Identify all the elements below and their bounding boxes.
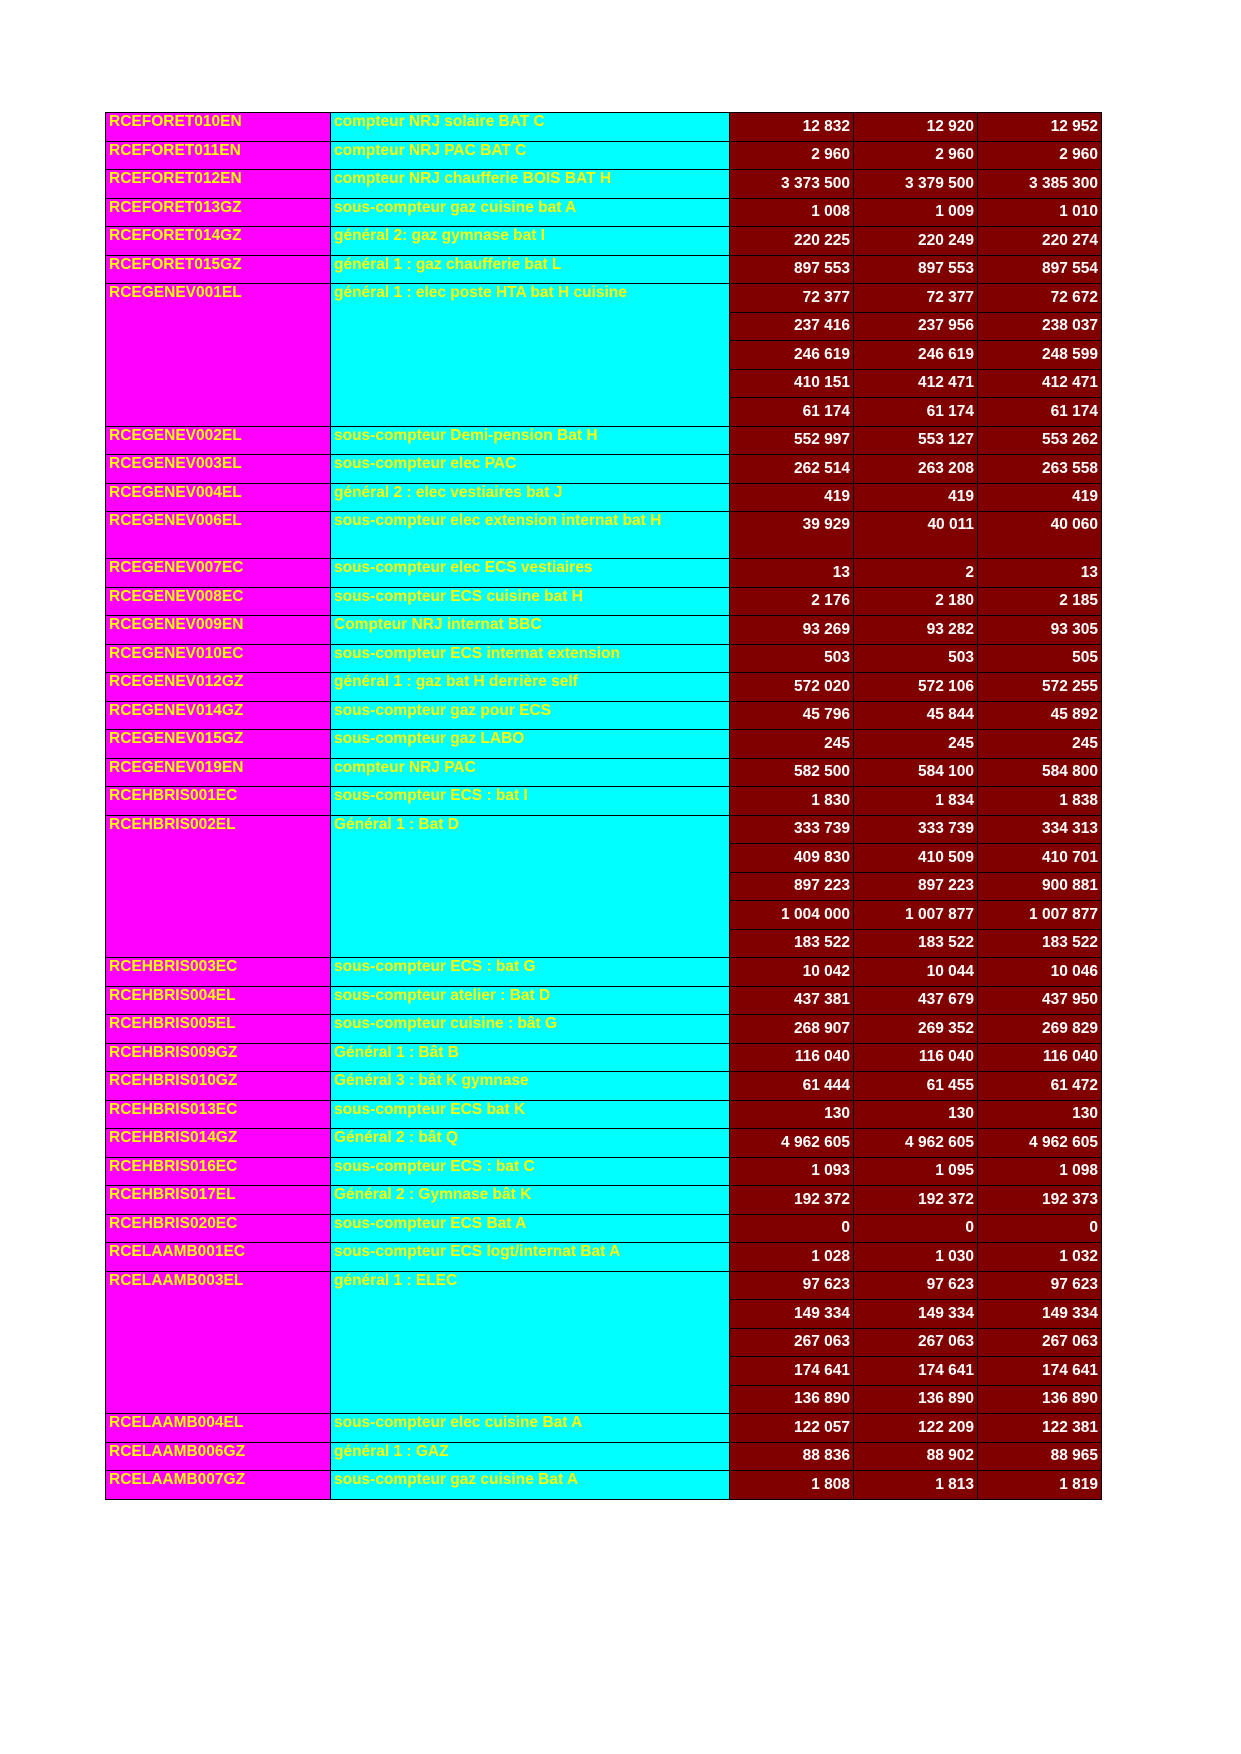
reading-value: 122 057 — [730, 1414, 854, 1443]
meter-description: sous-compteur gaz pour ECS — [331, 701, 730, 730]
reading-value: 269 352 — [854, 1015, 978, 1044]
reading-value: 149 334 — [730, 1300, 854, 1329]
reading-value: 136 890 — [978, 1385, 1102, 1414]
reading-value: 2 176 — [730, 587, 854, 616]
meter-code: RCEFORET013GZ — [106, 198, 331, 227]
table-row — [106, 1442, 1102, 1471]
reading-value: 1 028 — [730, 1243, 854, 1272]
reading-value: 39 929 — [730, 512, 854, 559]
reading-value: 333 739 — [854, 815, 978, 844]
reading-value: 582 500 — [730, 758, 854, 787]
reading-value: 220 225 — [730, 227, 854, 256]
reading-value: 4 962 605 — [978, 1129, 1102, 1158]
meter-code: RCEGENEV015GZ — [106, 730, 331, 759]
reading-value: 419 — [854, 483, 978, 512]
reading-value: 1 095 — [854, 1157, 978, 1186]
reading-value: 419 — [978, 483, 1102, 512]
table-row — [106, 587, 1102, 616]
table-row — [106, 1214, 1102, 1243]
reading-value: 412 471 — [854, 369, 978, 398]
reading-value: 1 010 — [978, 198, 1102, 227]
reading-value: 267 063 — [978, 1328, 1102, 1357]
reading-value: 88 902 — [854, 1442, 978, 1471]
reading-value: 1 093 — [730, 1157, 854, 1186]
table-row — [106, 986, 1102, 1015]
reading-value: 174 641 — [854, 1357, 978, 1386]
reading-value: 61 472 — [978, 1072, 1102, 1101]
reading-value: 61 455 — [854, 1072, 978, 1101]
reading-value: 552 997 — [730, 426, 854, 455]
reading-value: 246 619 — [730, 341, 854, 370]
meter-code: RCEFORET010EN — [106, 113, 331, 142]
reading-value: 10 044 — [854, 958, 978, 987]
reading-value: 412 471 — [978, 369, 1102, 398]
reading-value: 1 830 — [730, 787, 854, 816]
reading-value: 130 — [978, 1100, 1102, 1129]
meter-code: RCELAAMB007GZ — [106, 1471, 331, 1500]
meter-code: RCELAAMB001EC — [106, 1243, 331, 1272]
reading-value: 3 373 500 — [730, 170, 854, 199]
reading-value: 1 007 877 — [854, 901, 978, 930]
reading-value: 72 377 — [854, 284, 978, 313]
meter-description: général 1 : GAZ — [331, 1442, 730, 1471]
reading-value: 1 819 — [978, 1471, 1102, 1500]
reading-value: 136 890 — [854, 1385, 978, 1414]
meter-code: RCEHBRIS016EC — [106, 1157, 331, 1186]
reading-value: 12 920 — [854, 113, 978, 142]
table-row — [106, 1243, 1102, 1272]
reading-value: 245 — [978, 730, 1102, 759]
meter-code: RCEHBRIS001EC — [106, 787, 331, 816]
reading-value: 116 040 — [854, 1043, 978, 1072]
reading-value: 45 844 — [854, 701, 978, 730]
reading-value: 88 965 — [978, 1442, 1102, 1471]
table-row — [106, 815, 1102, 844]
meter-description: sous-compteur elec extension internat bat H — [331, 512, 730, 559]
meter-description: sous-compteur elec PAC — [331, 455, 730, 484]
table-row — [106, 958, 1102, 987]
reading-value: 897 223 — [730, 872, 854, 901]
reading-value: 10 046 — [978, 958, 1102, 987]
reading-value: 3 379 500 — [854, 170, 978, 199]
table-row — [106, 1129, 1102, 1158]
reading-value: 333 739 — [730, 815, 854, 844]
reading-value: 245 — [730, 730, 854, 759]
reading-value: 3 385 300 — [978, 170, 1102, 199]
meter-description: sous-compteur cuisine : bât G — [331, 1015, 730, 1044]
meter-description: général 1 : elec poste HTA bat H cuisine — [331, 284, 730, 427]
reading-value: 13 — [978, 559, 1102, 588]
reading-value: 192 372 — [730, 1186, 854, 1215]
reading-value: 1 813 — [854, 1471, 978, 1500]
table-row — [106, 198, 1102, 227]
reading-value: 130 — [854, 1100, 978, 1129]
meter-code: RCEHBRIS004EL — [106, 986, 331, 1015]
reading-value: 61 174 — [978, 398, 1102, 427]
reading-value: 437 679 — [854, 986, 978, 1015]
meter-code: RCEHBRIS009GZ — [106, 1043, 331, 1072]
reading-value: 130 — [730, 1100, 854, 1129]
table-row — [106, 113, 1102, 142]
meter-description: sous-compteur atelier : Bat D — [331, 986, 730, 1015]
table-row — [106, 227, 1102, 256]
meter-description: compteur NRJ chaufferie BOIS BAT H — [331, 170, 730, 199]
table-row — [106, 758, 1102, 787]
reading-value: 1 098 — [978, 1157, 1102, 1186]
reading-value: 45 796 — [730, 701, 854, 730]
table-row — [106, 426, 1102, 455]
table-row — [106, 483, 1102, 512]
reading-value: 419 — [730, 483, 854, 512]
meter-code: RCEFORET012EN — [106, 170, 331, 199]
meter-code: RCELAAMB006GZ — [106, 1442, 331, 1471]
meter-description: sous-compteur ECS cuisine bat H — [331, 587, 730, 616]
reading-value: 897 223 — [854, 872, 978, 901]
meter-description: compteur NRJ PAC — [331, 758, 730, 787]
meter-description: Général 3 : bât K gymnase — [331, 1072, 730, 1101]
reading-value: 122 209 — [854, 1414, 978, 1443]
reading-value: 334 313 — [978, 815, 1102, 844]
reading-value: 553 127 — [854, 426, 978, 455]
reading-value: 900 881 — [978, 872, 1102, 901]
meter-code: RCEHBRIS002EL — [106, 815, 331, 958]
meter-description: sous-compteur ECS : bat I — [331, 787, 730, 816]
reading-value: 437 381 — [730, 986, 854, 1015]
table-row — [106, 284, 1102, 313]
meter-description: sous-compteur ECS Bat A — [331, 1214, 730, 1243]
meter-code: RCEGENEV014GZ — [106, 701, 331, 730]
reading-value: 136 890 — [730, 1385, 854, 1414]
meter-description: Général 2 : bât Q — [331, 1129, 730, 1158]
meter-code: RCEFORET015GZ — [106, 255, 331, 284]
reading-value: 237 956 — [854, 312, 978, 341]
reading-value: 2 960 — [730, 141, 854, 170]
meter-description: général 1 : ELEC — [331, 1271, 730, 1414]
meter-description: général 1 : gaz chaufferie bat L — [331, 255, 730, 284]
reading-value: 262 514 — [730, 455, 854, 484]
reading-value: 1 007 877 — [978, 901, 1102, 930]
reading-value: 503 — [730, 644, 854, 673]
reading-value: 149 334 — [978, 1300, 1102, 1329]
reading-value: 93 305 — [978, 616, 1102, 645]
reading-value: 2 185 — [978, 587, 1102, 616]
table-row — [106, 170, 1102, 199]
table-row — [106, 1471, 1102, 1500]
meter-code: RCELAAMB004EL — [106, 1414, 331, 1443]
meter-code: RCEGENEV008EC — [106, 587, 331, 616]
reading-value: 97 623 — [854, 1271, 978, 1300]
reading-value: 245 — [854, 730, 978, 759]
reading-value: 93 282 — [854, 616, 978, 645]
reading-value: 149 334 — [854, 1300, 978, 1329]
reading-value: 263 208 — [854, 455, 978, 484]
reading-value: 1 009 — [854, 198, 978, 227]
meter-code: RCEHBRIS010GZ — [106, 1072, 331, 1101]
meter-description: compteur NRJ solaire BAT C — [331, 113, 730, 142]
reading-value: 4 962 605 — [854, 1129, 978, 1158]
table-row — [106, 730, 1102, 759]
table-row — [106, 1414, 1102, 1443]
meter-description: sous-compteur gaz cuisine bat A — [331, 198, 730, 227]
meter-code: RCEGENEV010EC — [106, 644, 331, 673]
reading-value: 4 962 605 — [730, 1129, 854, 1158]
meter-description: sous-compteur ECS : bat C — [331, 1157, 730, 1186]
reading-value: 584 100 — [854, 758, 978, 787]
meter-description: sous-compteur gaz cuisine Bat A — [331, 1471, 730, 1500]
reading-value: 88 836 — [730, 1442, 854, 1471]
reading-value: 267 063 — [854, 1328, 978, 1357]
reading-value: 97 623 — [730, 1271, 854, 1300]
reading-value: 61 174 — [854, 398, 978, 427]
reading-value: 572 106 — [854, 673, 978, 702]
meter-code: RCEGENEV003EL — [106, 455, 331, 484]
meter-description: général 1 : gaz bat H derrière self — [331, 673, 730, 702]
table-row — [106, 455, 1102, 484]
table-row — [106, 1271, 1102, 1300]
meter-description: Compteur NRJ internat BBC — [331, 616, 730, 645]
meter-code: RCEHBRIS014GZ — [106, 1129, 331, 1158]
table-row — [106, 141, 1102, 170]
reading-value: 116 040 — [978, 1043, 1102, 1072]
reading-value: 2 180 — [854, 587, 978, 616]
reading-value: 116 040 — [730, 1043, 854, 1072]
reading-value: 410 151 — [730, 369, 854, 398]
meter-description: sous-compteur ECS : bat G — [331, 958, 730, 987]
meter-readings-table — [105, 112, 1102, 1500]
meter-code: RCEFORET014GZ — [106, 227, 331, 256]
table-row — [106, 673, 1102, 702]
table-body — [106, 113, 1102, 1500]
table-row — [106, 701, 1102, 730]
table-row — [106, 255, 1102, 284]
table-row — [106, 1100, 1102, 1129]
reading-value: 2 960 — [854, 141, 978, 170]
meter-code: RCELAAMB003EL — [106, 1271, 331, 1414]
reading-value: 0 — [978, 1214, 1102, 1243]
meter-code: RCEHBRIS017EL — [106, 1186, 331, 1215]
reading-value: 246 619 — [854, 341, 978, 370]
reading-value: 220 249 — [854, 227, 978, 256]
meter-description: Général 2 : Gymnase bât K — [331, 1186, 730, 1215]
reading-value: 897 553 — [730, 255, 854, 284]
meter-code: RCEGENEV009EN — [106, 616, 331, 645]
reading-value: 1 004 000 — [730, 901, 854, 930]
table-row — [106, 616, 1102, 645]
reading-value: 10 042 — [730, 958, 854, 987]
meter-code: RCEGENEV006EL — [106, 512, 331, 559]
table-row — [106, 1072, 1102, 1101]
reading-value: 897 553 — [854, 255, 978, 284]
reading-value: 267 063 — [730, 1328, 854, 1357]
reading-value: 268 907 — [730, 1015, 854, 1044]
meter-code: RCEGENEV007EC — [106, 559, 331, 588]
meter-description: sous-compteur ECS logt/internat Bat A — [331, 1243, 730, 1272]
reading-value: 183 522 — [730, 929, 854, 958]
reading-value: 72 377 — [730, 284, 854, 313]
meter-code: RCEHBRIS013EC — [106, 1100, 331, 1129]
reading-value: 40 011 — [854, 512, 978, 559]
reading-value: 12 952 — [978, 113, 1102, 142]
reading-value: 12 832 — [730, 113, 854, 142]
meter-description: sous-compteur elec ECS vestiaires — [331, 559, 730, 588]
meter-code: RCEGENEV004EL — [106, 483, 331, 512]
reading-value: 263 558 — [978, 455, 1102, 484]
reading-value: 1 834 — [854, 787, 978, 816]
meter-code: RCEHBRIS020EC — [106, 1214, 331, 1243]
meter-description: général 2 : elec vestiaires bat J — [331, 483, 730, 512]
meter-code: RCEHBRIS003EC — [106, 958, 331, 987]
meter-code: RCEHBRIS005EL — [106, 1015, 331, 1044]
reading-value: 2 — [854, 559, 978, 588]
meter-description: sous-compteur ECS bat K — [331, 1100, 730, 1129]
reading-value: 0 — [854, 1214, 978, 1243]
reading-value: 238 037 — [978, 312, 1102, 341]
meter-description: sous-compteur ECS internat extension — [331, 644, 730, 673]
reading-value: 410 701 — [978, 844, 1102, 873]
meter-description: compteur NRJ PAC BAT C — [331, 141, 730, 170]
table-row — [106, 1015, 1102, 1044]
reading-value: 0 — [730, 1214, 854, 1243]
meter-code: RCEGENEV002EL — [106, 426, 331, 455]
reading-value: 61 444 — [730, 1072, 854, 1101]
meter-description: sous-compteur elec cuisine Bat A — [331, 1414, 730, 1443]
reading-value: 269 829 — [978, 1015, 1102, 1044]
reading-value: 122 381 — [978, 1414, 1102, 1443]
reading-value: 192 372 — [854, 1186, 978, 1215]
reading-value: 1 030 — [854, 1243, 978, 1272]
reading-value: 174 641 — [730, 1357, 854, 1386]
reading-value: 183 522 — [854, 929, 978, 958]
reading-value: 1 838 — [978, 787, 1102, 816]
meter-description: Général 1 : Bat D — [331, 815, 730, 958]
reading-value: 61 174 — [730, 398, 854, 427]
reading-value: 220 274 — [978, 227, 1102, 256]
reading-value: 503 — [854, 644, 978, 673]
reading-value: 410 509 — [854, 844, 978, 873]
table-row — [106, 1186, 1102, 1215]
reading-value: 572 020 — [730, 673, 854, 702]
meter-description: sous-compteur Demi-pension Bat H — [331, 426, 730, 455]
reading-value: 45 892 — [978, 701, 1102, 730]
reading-value: 572 255 — [978, 673, 1102, 702]
reading-value: 437 950 — [978, 986, 1102, 1015]
reading-value: 897 554 — [978, 255, 1102, 284]
meter-code: RCEGENEV001EL — [106, 284, 331, 427]
reading-value: 2 960 — [978, 141, 1102, 170]
reading-value: 192 373 — [978, 1186, 1102, 1215]
reading-value: 13 — [730, 559, 854, 588]
table-row — [106, 644, 1102, 673]
meter-code: RCEGENEV019EN — [106, 758, 331, 787]
table-row — [106, 1157, 1102, 1186]
meter-code: RCEFORET011EN — [106, 141, 331, 170]
reading-value: 93 269 — [730, 616, 854, 645]
reading-value: 505 — [978, 644, 1102, 673]
reading-value: 1 808 — [730, 1471, 854, 1500]
reading-value: 72 672 — [978, 284, 1102, 313]
meter-code: RCEGENEV012GZ — [106, 673, 331, 702]
reading-value: 183 522 — [978, 929, 1102, 958]
table-row — [106, 787, 1102, 816]
reading-value: 97 623 — [978, 1271, 1102, 1300]
meter-description: sous-compteur gaz LABO — [331, 730, 730, 759]
meter-description: général 2: gaz gymnase bat I — [331, 227, 730, 256]
table-row — [106, 559, 1102, 588]
reading-value: 40 060 — [978, 512, 1102, 559]
reading-value: 553 262 — [978, 426, 1102, 455]
reading-value: 1 032 — [978, 1243, 1102, 1272]
reading-value: 584 800 — [978, 758, 1102, 787]
reading-value: 1 008 — [730, 198, 854, 227]
meter-description: Général 1 : Bât B — [331, 1043, 730, 1072]
table-row — [106, 1043, 1102, 1072]
reading-value: 248 599 — [978, 341, 1102, 370]
reading-value: 174 641 — [978, 1357, 1102, 1386]
reading-value: 237 416 — [730, 312, 854, 341]
reading-value: 409 830 — [730, 844, 854, 873]
table-row — [106, 512, 1102, 559]
